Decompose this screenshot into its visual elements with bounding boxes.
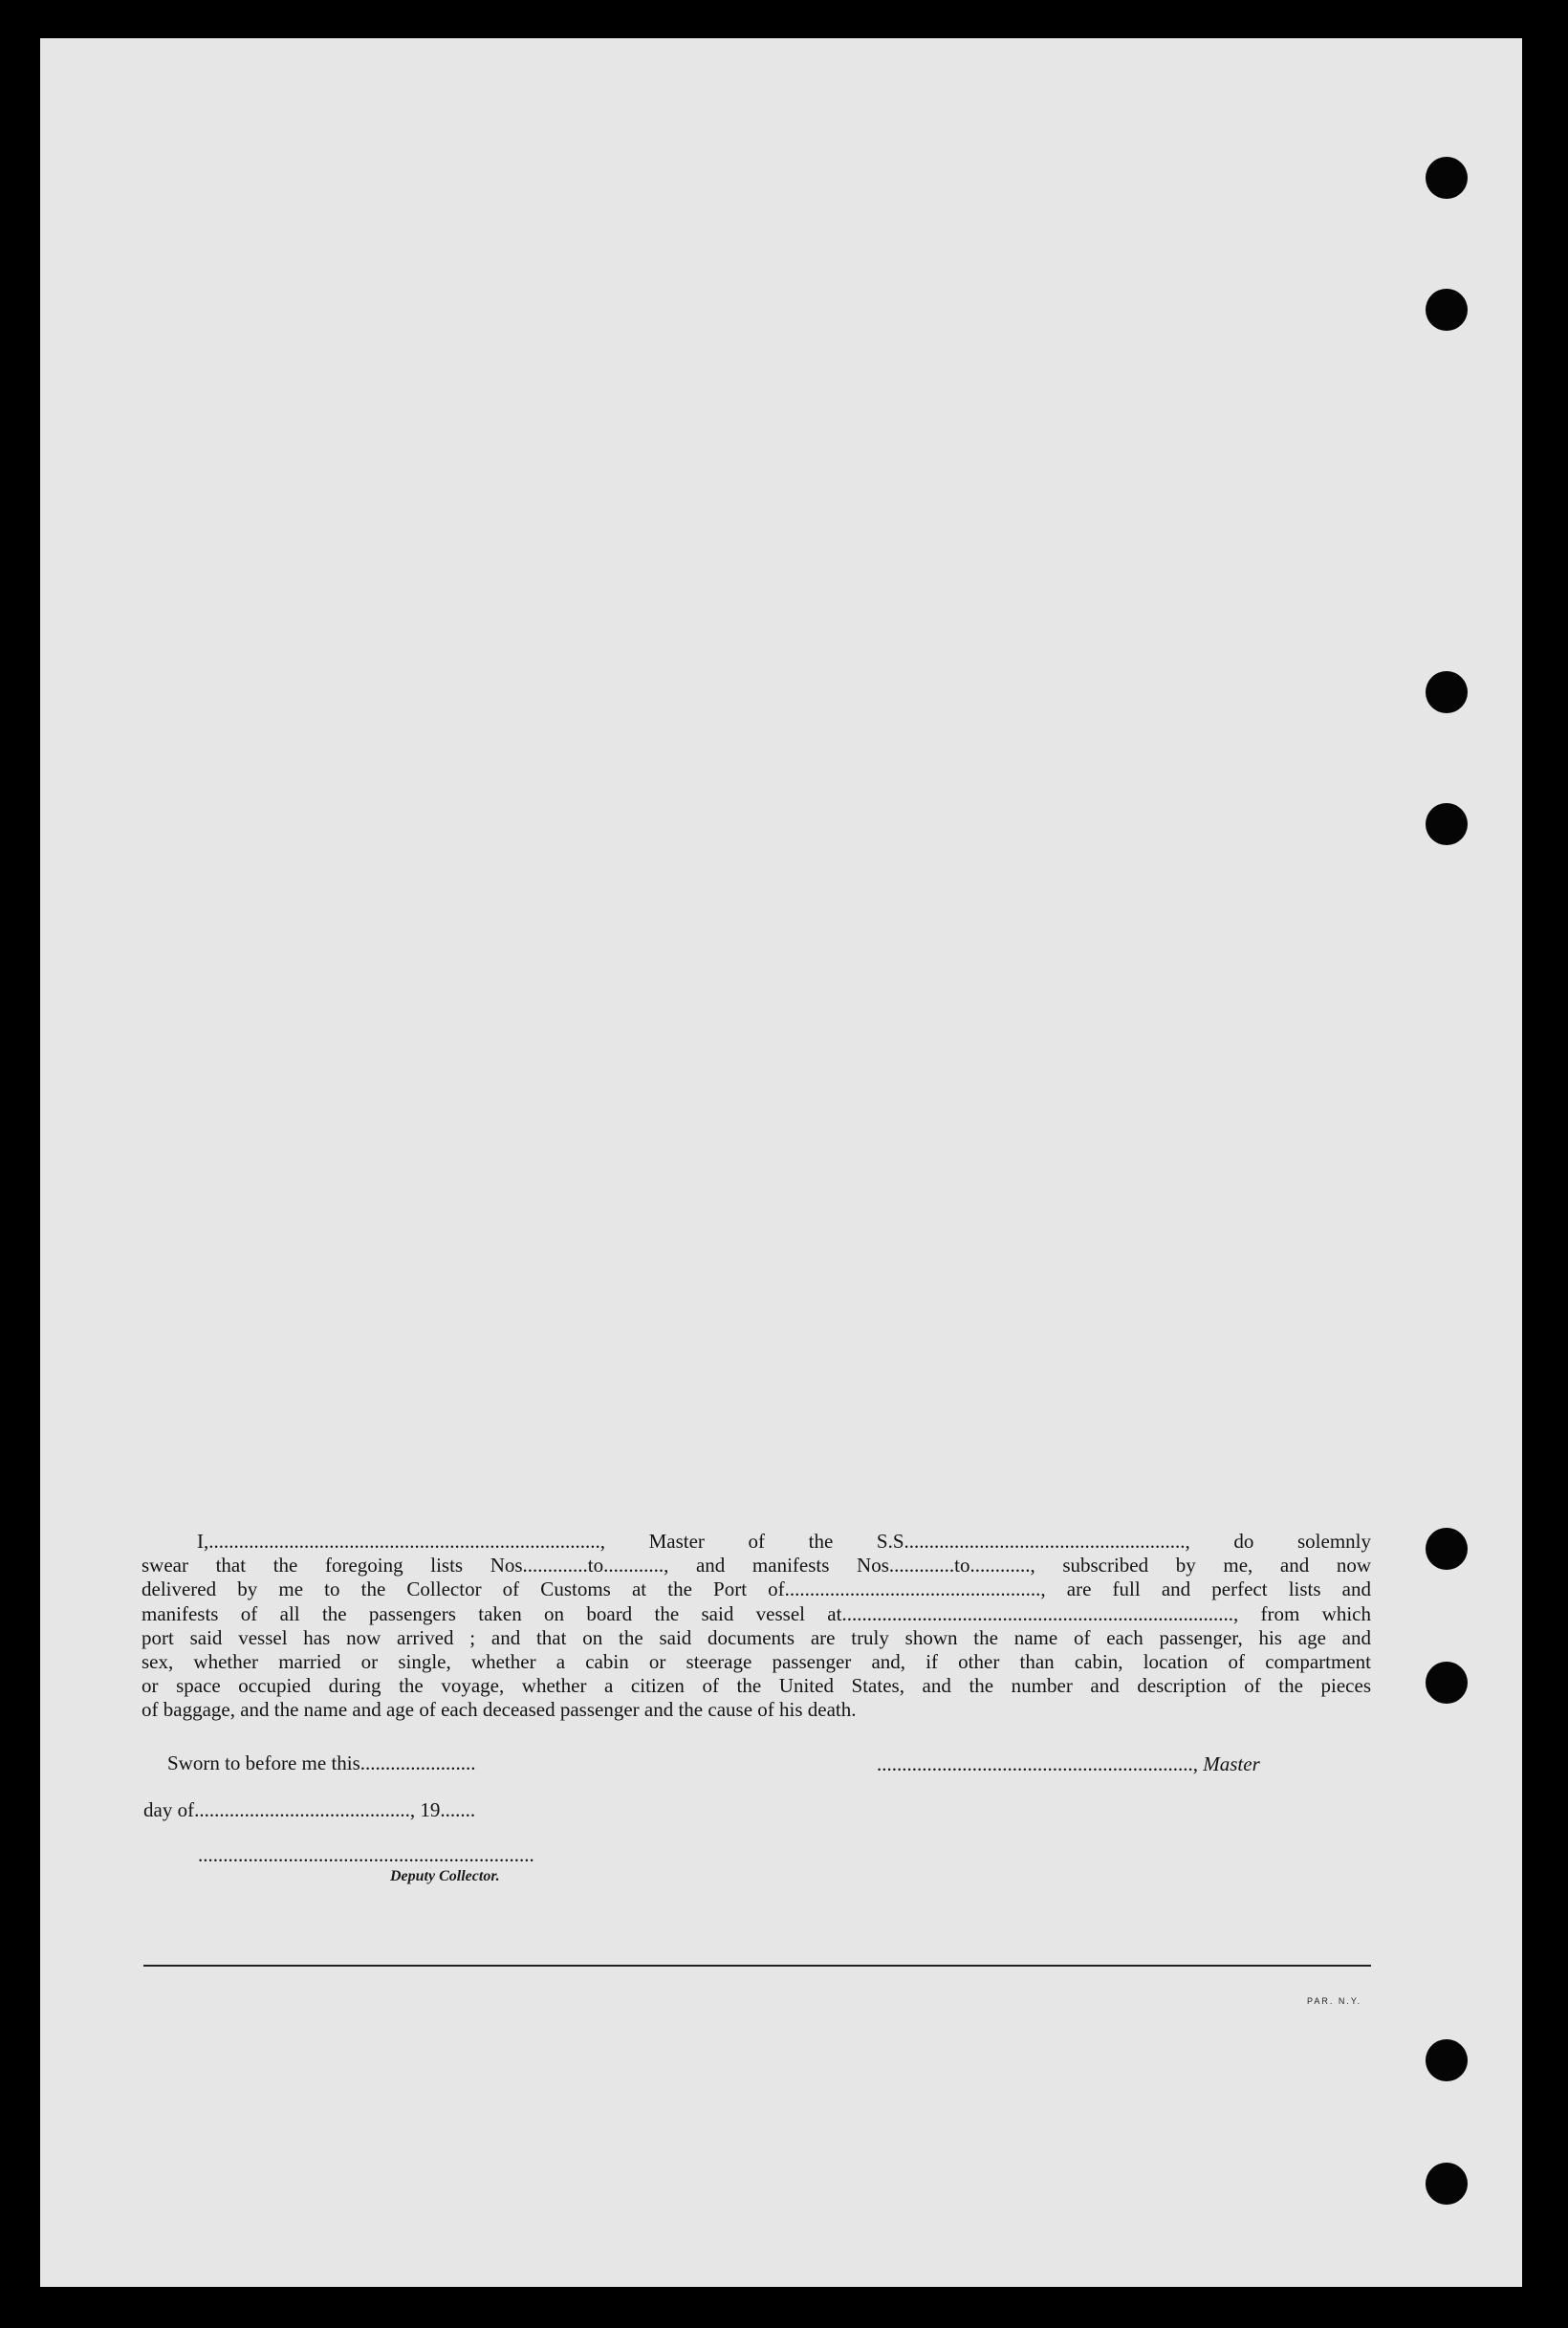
binder-hole-5 (1426, 1528, 1468, 1570)
oath-line-4: manifests of all the passengers taken on board the said vessel at.............................................................................., from which (142, 1601, 1371, 1625)
oath-line-3: delivered by me to the Collector of Customs at the Port of..................................................., are full and perfect lists and (142, 1577, 1371, 1601)
oath-line-5: port said vessel has now arrived ; and that on the said documents are truly shown the name of each passenger, his age and (142, 1625, 1371, 1649)
year-dots: ....... (440, 1798, 476, 1821)
oath-line-8: of baggage, and the name and age of each deceased passenger and the cause of his death. (142, 1698, 857, 1722)
day-line (143, 1798, 475, 1822)
master-label: Master (1203, 1752, 1260, 1775)
binder-hole-7 (1426, 2039, 1468, 2081)
binder-hole-2 (1426, 289, 1468, 331)
master-dots: ............................................................... (877, 1752, 1193, 1775)
collector-signature-line (198, 1843, 534, 1867)
printer-imprint: PAR. N.Y. (1307, 1996, 1362, 2006)
oath-line-6: sex, whether married or single, whether a cabin or steerage passenger and, if other than cabin, location of compartment (142, 1650, 1371, 1674)
bottom-rule (143, 1965, 1371, 1967)
binder-hole-3 (1426, 671, 1468, 713)
binder-hole-6 (1426, 1662, 1468, 1704)
sworn-label: Sworn to before me this (167, 1751, 360, 1774)
sworn-line (167, 1751, 476, 1775)
year-prefix: , 19 (409, 1798, 441, 1821)
oath-line-1: I,.............................................................................., Master of the S.S........................................................, do solemnly (197, 1530, 1371, 1553)
oath-line-2: swear that the foregoing lists Nos.............to............, and manifests Nos.............to............, subscribed by me, and now (142, 1554, 1371, 1577)
binder-hole-4 (1426, 803, 1468, 845)
master-signature-line: ..............................................................., Master (877, 1752, 1260, 1775)
masters-oath (142, 1530, 1371, 1723)
binder-hole-1 (1426, 157, 1468, 199)
form-page (40, 38, 1522, 2287)
day-label: day of (143, 1798, 195, 1821)
binder-hole-8 (1426, 2163, 1468, 2205)
collector-dots: ................................................................... (198, 1843, 534, 1866)
sworn-dots: ....................... (359, 1751, 476, 1774)
deputy-collector-label: Deputy Collector. (390, 1868, 500, 1884)
day-dots: ........................................... (194, 1798, 410, 1821)
oath-line-7: or space occupied during the voyage, whether a citizen of the United States, and the number and description of the pieces (142, 1674, 1371, 1698)
